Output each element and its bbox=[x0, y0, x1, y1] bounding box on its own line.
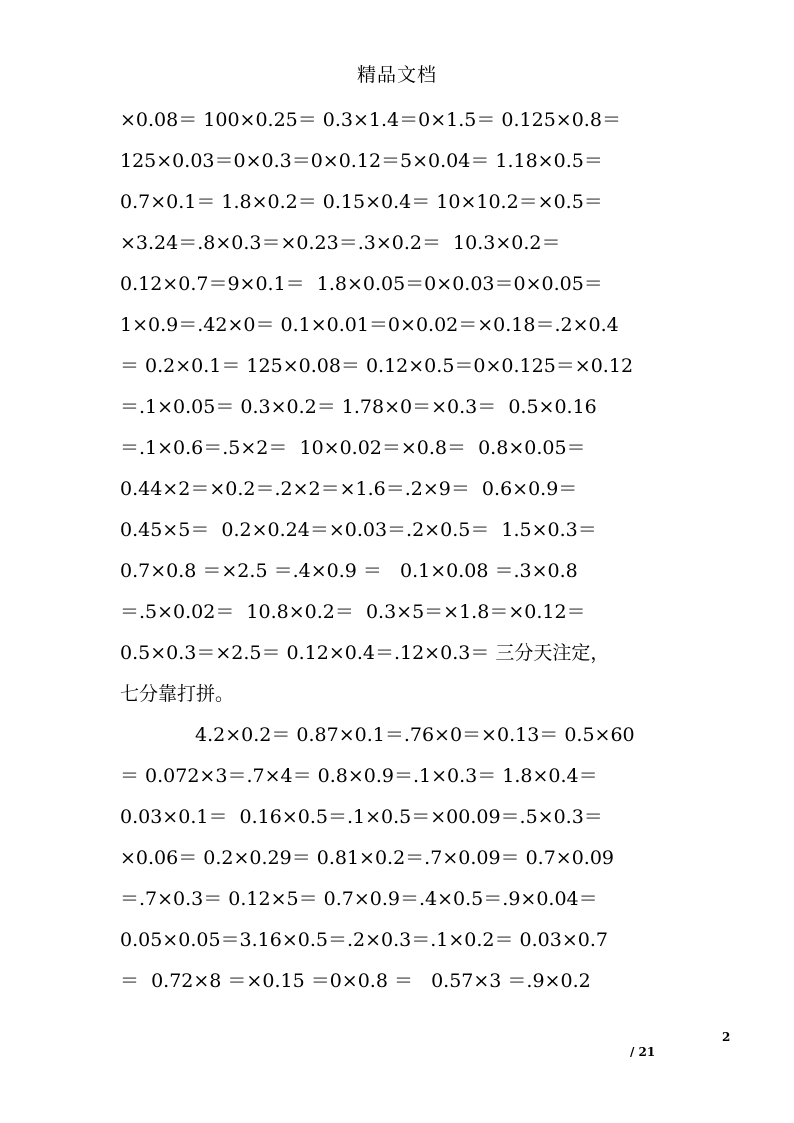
page-header-title: 精品文档 bbox=[356, 64, 437, 86]
text-line: 0.7×0.1＝ 1.8×0.2＝ 0.15×0.4＝ 10×10.2＝×0.5＝ bbox=[120, 191, 603, 213]
text-line: ×0.08＝ 100×0.25＝ 0.3×1.4＝0×1.5＝ 0.125×0.8＝ bbox=[120, 109, 621, 131]
text-line: ×3.24＝.8×0.3＝×0.23＝.3×0.2＝ 10.3×0.2＝ bbox=[120, 232, 561, 254]
text-line: ×0.06＝ 0.2×0.29＝ 0.81×0.2＝.7×0.09＝ 0.7×0.09 bbox=[120, 847, 615, 869]
text-line: ＝.5×0.02＝ 10.8×0.2＝ 0.3×5＝×1.8＝×0.12＝ bbox=[120, 601, 586, 623]
text-line: 七分靠打拼。 bbox=[120, 683, 235, 705]
text-line: 0.7×0.8 ＝×2.5 ＝.4×0.9 ＝ 0.1×0.08 ＝.3×0.8 bbox=[120, 560, 578, 582]
text-line: 0.44×2＝×0.2＝.2×2＝×1.6＝.2×9＝ 0.6×0.9＝ bbox=[120, 478, 578, 500]
text-line: 125×0.03＝0×0.3＝0×0.12＝5×0.04＝ 1.18×0.5＝ bbox=[120, 150, 603, 172]
text-line: 1×0.9＝.42×0＝ 0.1×0.01＝0×0.02＝×0.18＝.2×0.4 bbox=[120, 314, 619, 336]
text-line: ＝.1×0.05＝ 0.3×0.2＝ 1.78×0＝×0.3＝ 0.5×0.16 bbox=[120, 396, 597, 418]
text-line: ＝ 0.72×8 ＝×0.15 ＝0×0.8 ＝ 0.57×3 ＝.9×0.2 bbox=[120, 970, 591, 992]
text-line: ＝ 0.2×0.1＝ 125×0.08＝ 0.12×0.5＝0×0.125＝×0.12 bbox=[120, 355, 634, 377]
paragraph-start-line: 4.2×0.2＝ 0.87×0.1＝.76×0＝×0.13＝ 0.5×60 bbox=[195, 724, 635, 746]
text-line: 0.45×5＝ 0.2×0.24＝×0.03＝.2×0.5＝ 1.5×0.3＝ bbox=[120, 519, 597, 541]
text-line: 0.05×0.05＝3.16×0.5＝.2×0.3＝.1×0.2＝ 0.03×0.7 bbox=[120, 929, 608, 951]
document-body bbox=[120, 100, 680, 1002]
page-number: 2 bbox=[722, 1030, 731, 1044]
text-line: ＝ 0.072×3＝.7×4＝ 0.8×0.9＝.1×0.3＝ 1.8×0.4＝ bbox=[120, 765, 598, 787]
text-line: ＝.7×0.3＝ 0.12×5＝ 0.7×0.9＝.4×0.5＝.9×0.04＝ bbox=[120, 888, 598, 910]
text-line: 0.12×0.7＝9×0.1＝ 1.8×0.05＝0×0.03＝0×0.05＝ bbox=[120, 273, 603, 295]
page-total: / 21 bbox=[630, 1045, 656, 1059]
text-line: ＝.1×0.6＝.5×2＝ 10×0.02＝×0.8＝ 0.8×0.05＝ bbox=[120, 437, 586, 459]
text-line: 0.5×0.3＝×2.5＝ 0.12×0.4＝.12×0.3＝ 三分天注定， bbox=[120, 642, 610, 664]
text-line: 0.03×0.1＝ 0.16×0.5＝.1×0.5＝×00.09＝.5×0.3＝ bbox=[120, 806, 603, 828]
